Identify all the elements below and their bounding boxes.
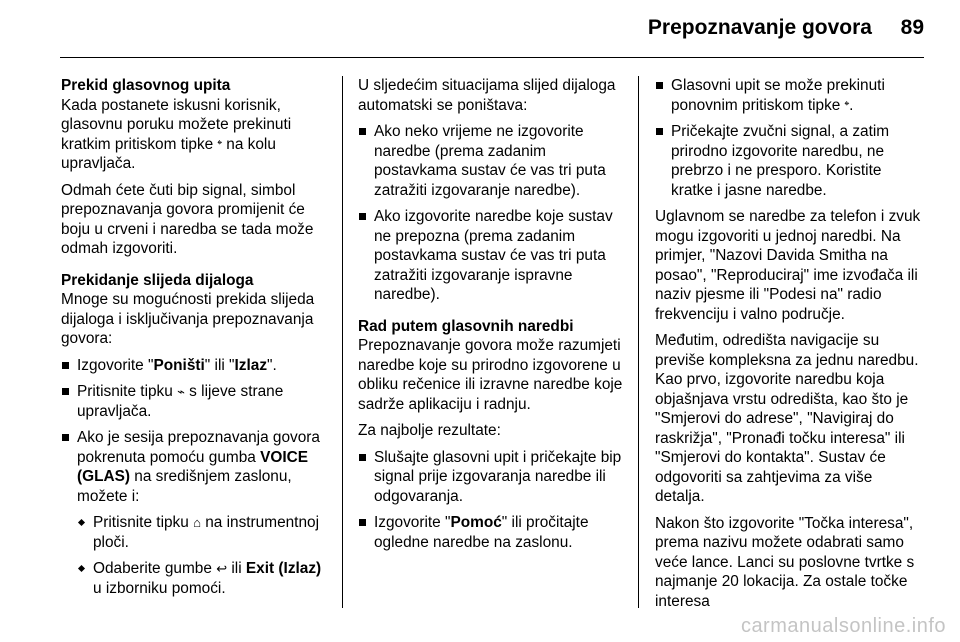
list-item: Pritisnite tipku ⌂ na instrumentnoj ploči. xyxy=(77,513,327,552)
list-item: Ako izgovorite naredbe koje sustav ne prepozna (prema zadanim postavkama sustav će vas tri puta zatražiti izgovaranje ispravne naredbe). xyxy=(358,207,624,305)
paragraph: Prepoznavanje govora može razumjeti naredbe koje su prirodno izgovorene u obliku rečenice ili izravne naredbe koje sadrže aplikaciju i radnju. xyxy=(358,337,623,413)
header-rule xyxy=(60,57,924,58)
list-item: Izgovorite "Poništi" ili "Izlaz". xyxy=(61,356,327,376)
list-item: Izgovorite "Pomoć" ili pročitajte ogledne naredbe na zaslonu. xyxy=(358,513,624,552)
list-item: Pričekajte zvučni signal, a zatim prirodno izgovorite naredbu, ne prebrzo i ne presporo. Koristite kratke i jasne naredbe. xyxy=(655,122,921,200)
section-heading-interrupt-dialog: Prekidanje slijeda dijaloga xyxy=(61,271,254,289)
column-1 xyxy=(61,76,327,605)
column-2 xyxy=(358,76,624,559)
list-item: Slušajte glasovni upit i pričekajte bip signal prije izgovaranja naredbe ili odgovaranja. xyxy=(358,448,624,507)
bullet-list xyxy=(61,356,327,599)
section-heading-interrupt-prompt: Prekid glasovnog upita xyxy=(61,77,231,94)
bullet-list xyxy=(655,76,921,200)
list-item: Glasovni upit se može prekinuti ponovnim pritiskom tipke 𝄌. xyxy=(655,76,921,115)
paragraph: Nakon što izgovorite "Točka interesa", prema nazivu možete odabrati samo veće lance. Lanci su poslovne tvrtke s najmanje 20 lokacija. Za ostale točke interesa xyxy=(655,514,915,610)
list-item: Odaberite gumbe ↩ ili Exit (Izlaz) u izborniku pomoći. xyxy=(77,559,327,598)
list-item: Pritisnite tipku ⌁ s lijeve strane upravljača. xyxy=(61,382,327,421)
column-divider-1 xyxy=(342,76,343,608)
paragraph: U sljedećim situacijama slijed dijaloga automatski se poništava: xyxy=(358,77,616,114)
back-icon: ↩ xyxy=(216,561,228,576)
paragraph: Odmah ćete čuti bip signal, simbol prepoznavanja govora promijenit će boju u crveni i naredba se tada može odmah izgovoriti. xyxy=(61,181,314,257)
paragraph: Mnoge su mogućnosti prekida slijeda dijaloga i isključivanja prepoznavanja govora: xyxy=(61,291,315,347)
paragraph: Međutim, odredišta navigacije su previše kompleksna za jednu naredbu. Kao prvo, izgovorite naredbu koja objašnjava vrstu odredišta, kao što je "Smjerovi do adrese", "Navigiraj do raskrižja", "Pronađi točku interesa" ili "Smjerovi do kontakta". Sustav će odgovoriti sa zahtjevima za više detalja. xyxy=(655,332,919,505)
column-divider-2 xyxy=(638,76,639,608)
section-heading-voice-commands: Rad putem glasovnih naredbi xyxy=(358,317,574,335)
voice-icon: 𝄌 xyxy=(844,97,850,113)
bullet-list xyxy=(358,122,624,305)
paragraph: Za najbolje rezultate: xyxy=(358,422,501,439)
page-number: 89 xyxy=(900,16,924,39)
page-header-title: Prepoznavanje govora xyxy=(647,16,872,39)
voice-icon: 𝄌 xyxy=(217,136,222,152)
bullet-list xyxy=(358,448,624,553)
list-item: Ako je sesija prepoznavanja govora pokrenuta pomoću gumba VOICE (GLAS) na središnjem zaslonu, možete i: Pritisnite tipku ⌂ na instrumentnoj ploči. Odaberite gumbe ↩ ili Exit (Izlaz) u izborniku pomoći. xyxy=(61,428,327,598)
paragraph: Kada postanete iskusni korisnik, glasovnu poruku možete prekinuti kratkim pritiskom tipke 𝄌 na kolu upravljača. xyxy=(61,96,292,172)
sub-bullet-list xyxy=(77,513,327,598)
column-3 xyxy=(655,76,921,618)
list-item: Ako neko vrijeme ne izgovorite naredbe (prema zadanim postavkama sustav će vas tri puta zatražiti izgovaranje naredbe). xyxy=(358,122,624,200)
end-call-icon: ⌁ xyxy=(177,384,185,399)
paragraph: Uglavnom se naredbe za telefon i zvuk mogu izgovoriti u jednoj naredbi. Na primjer, "Nazovi Davida Smitha na posao", "Reproduciraj" ime izvođača ili naziv pjesme ili "Podesi na" radio frekvenciju i valno područje. xyxy=(655,208,921,323)
watermark: carmanualsonline.info xyxy=(740,615,946,637)
home-icon: ⌂ xyxy=(193,515,201,530)
